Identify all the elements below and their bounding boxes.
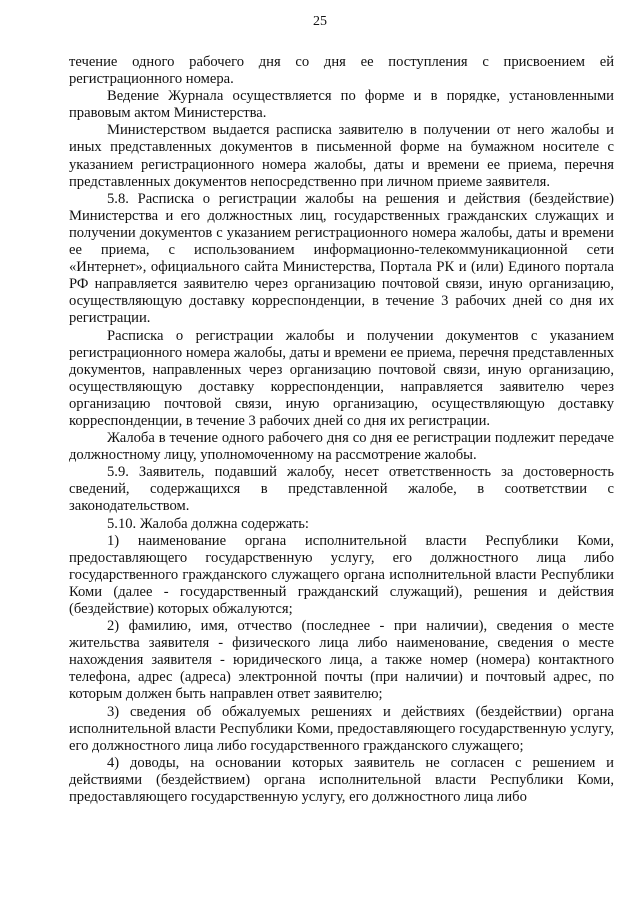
paragraph-continuation: течение одного рабочего дня со дня ее поступления с присвоением ей регистрационного номера.	[69, 54, 614, 88]
paragraph-5-8: 5.8. Расписка о регистрации жалобы на решения и действия (бездействие) Министерства и его должностных лиц, государственных гражданских служащих и получении документов с указанием регистрационного номера жалобы, даты и времени ее приема, с использованием информационно-телекоммуникационной сети «Интернет», официального сайта Министерства, Портала РК и (или) Единого портала РФ направляется заявителю через организацию почтовой связи, иную организацию, осуществляющую доставку корреспонденции, в течение 3 рабочих дней со дня их регистрации.	[69, 190, 614, 327]
list-item-1: 1) наименование органа исполнительной власти Республики Коми, предоставляющего государственную услугу, его должностного лица либо государственного гражданского служащего органа исполнительной власти Республики Коми (далее - государственный гражданский служащий), решения и действия (бездействие) которых обжалуются;	[69, 532, 614, 617]
list-item-3: 3) сведения об обжалуемых решениях и действиях (бездействии) органа исполнительной власти Республики Коми, предоставляющего государственную услугу, его должностного лица либо государственного гражданского служащего;	[69, 703, 614, 754]
page-number: 25	[313, 14, 327, 29]
paragraph-5-9: 5.9. Заявитель, подавший жалобу, несет ответственность за достоверность сведений, содержащихся в представленной жалобе, в соответствии с законодательством.	[69, 464, 614, 515]
list-item-2: 2) фамилию, имя, отчество (последнее - при наличии), сведения о месте жительства заявителя - физического лица либо наименование, сведения о месте нахождения заявителя - юридического лица, а также номер (номера) контактного телефона, адрес (адреса) электронной почты (при наличии) и почтовый адрес, по которым должен быть направлен ответ заявителю;	[69, 618, 614, 703]
paragraph-receipt-postal: Расписка о регистрации жалобы и получении документов с указанием регистрационного номера жалобы, даты и времени ее приема, перечня представленных документов, направленных через организацию почтовой связи, иную организацию, осуществляющую доставку корреспонденции, направляется заявителю через организацию почтовой связи, иную организацию, осуществляющую доставку корреспонденции, в течение 3 рабочих дней со дня их регистрации.	[69, 327, 614, 429]
paragraph-complaint-transfer: Жалоба в течение одного рабочего дня со дня ее регистрации подлежит передаче должностному лицу, уполномоченному на рассмотрение жалобы.	[69, 430, 614, 464]
paragraph-receipt: Министерством выдается расписка заявителю в получении от него жалобы и иных представленных документов в письменной форме на бумажном носителе с указанием регистрационного номера жалобы, даты и времени ее приема, перечня представленных документов непосредственно при личном приеме заявителя.	[69, 122, 614, 190]
paragraph-journal: Ведение Журнала осуществляется по форме и в порядке, установленными правовым актом Министерства.	[69, 88, 614, 122]
paragraph-5-10: 5.10. Жалоба должна содержать:	[107, 515, 309, 532]
list-item-4: 4) доводы, на основании которых заявитель не согласен с решением и действиями (бездействием) органа исполнительной власти Республики Коми, предоставляющего государственную услугу, его должностного лица либо	[69, 754, 614, 806]
document-body	[69, 54, 614, 806]
